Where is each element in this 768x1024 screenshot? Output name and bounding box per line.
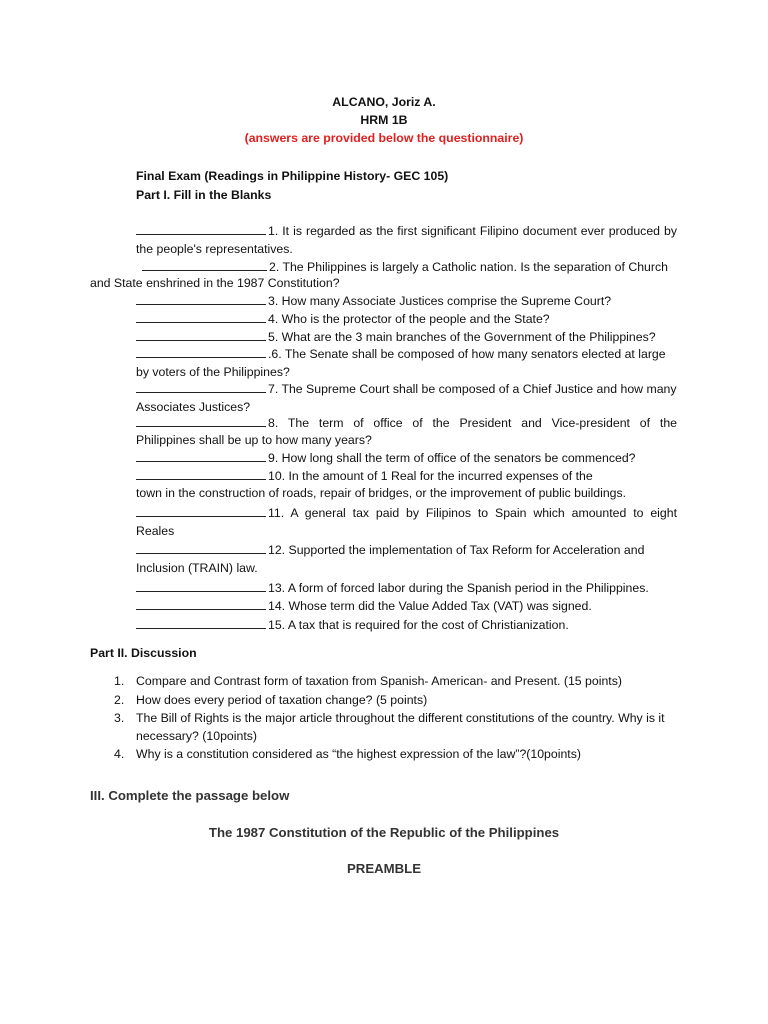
discussion-item: 1. Compare and Contrast form of taxation from Spanish- American- and Present. (15 points) — [114, 674, 622, 688]
question-2: 2. The Philippines is largely a Catholic nation. Is the separation of Church — [136, 258, 677, 277]
answer-blank[interactable] — [136, 541, 266, 554]
constitution-title: The 1987 Constitution of the Republic of the Philippines — [208, 825, 560, 840]
answer-blank[interactable] — [136, 579, 266, 592]
answer-blank[interactable] — [136, 597, 266, 610]
question-5: 5. What are the 3 main branches of the Government of the Philippines? — [136, 328, 677, 347]
question-4: 4. Who is the protector of the people and the State? — [136, 310, 677, 329]
answer-blank[interactable] — [136, 328, 266, 341]
question-9: 9. How long shall the term of office of the senators be commenced? — [136, 449, 677, 468]
part1-title: Part I. Fill in the Blanks — [136, 188, 272, 202]
question-10-cont: town in the construction of roads, repair of bridges, or the improvement of public buildings. — [136, 486, 627, 500]
question-7-cont: Associates Justices? — [136, 399, 251, 414]
answer-blank[interactable] — [136, 414, 266, 427]
question-3: 3. How many Associate Justices comprise the Supreme Court? — [136, 292, 677, 311]
question-8: 8. The term of office of the President and Vice-president of the — [136, 414, 677, 433]
question-7: 7. The Supreme Court shall be composed of a Chief Justice and how many Associates Justices? — [136, 380, 677, 416]
answer-blank[interactable] — [136, 222, 266, 235]
question-11-cont: Reales — [136, 524, 175, 538]
discussion-item: 3. The Bill of Rights is the major article throughout the different constitutions of the country. Why is it necessary? (10points) — [114, 711, 665, 743]
question-12-cont: Inclusion (TRAIN) law. — [136, 561, 258, 575]
question-15: 15. A tax that is required for the cost of Christianization. — [136, 616, 677, 635]
student-name: ALCANO, Joriz A. — [332, 95, 436, 109]
discussion-list — [90, 673, 680, 764]
question-13: 13. A form of forced labor during the Spanish period in the Philippines. — [136, 579, 677, 598]
question-11: 11. A general tax paid by Filipinos to Spain which amounted to eight — [136, 504, 677, 523]
answers-note: (answers are provided below the questionnaire) — [244, 131, 524, 145]
answer-blank[interactable] — [136, 380, 266, 393]
question-12: 12. Supported the implementation of Tax Reform for Acceleration and — [136, 541, 677, 560]
discussion-item: 4. Why is a constitution considered as “the highest expression of the law”?(10points) — [114, 747, 581, 761]
answer-blank[interactable] — [136, 504, 266, 517]
preamble-heading: PREAMBLE — [347, 861, 421, 876]
answer-blank[interactable] — [136, 616, 266, 629]
discussion-item: 2. How does every period of taxation change? (5 points) — [114, 692, 428, 707]
question-14: 14. Whose term did the Value Added Tax (VAT) was signed. — [136, 597, 677, 616]
exam-title: Final Exam (Readings in Philippine History- GEC 105) — [136, 169, 449, 183]
question-1: 1. It is regarded as the first significant Filipino document ever produced by the people's representatives. — [136, 224, 677, 256]
answer-blank[interactable] — [142, 258, 267, 271]
question-8-cont: Philippines shall be up to how many years? — [136, 433, 372, 447]
answer-blank[interactable] — [136, 449, 266, 462]
answer-blank[interactable] — [136, 310, 266, 323]
question-2-cont: and State enshrined in the 1987 Constitution? — [90, 276, 340, 290]
answer-blank[interactable] — [136, 467, 266, 480]
part2-title: Part II. Discussion — [90, 646, 197, 660]
part3-title: III. Complete the passage below — [90, 788, 290, 803]
question-6: .6. The Senate shall be composed of how many senators elected at large by voters of the Philippines? — [136, 345, 677, 381]
answer-blank[interactable] — [136, 345, 266, 358]
question-6-cont: by voters of the Philippines? — [136, 364, 290, 379]
question-10: 10. In the amount of 1 Real for the incurred expenses of the — [136, 467, 677, 486]
answer-blank[interactable] — [136, 292, 266, 305]
student-section: HRM 1B — [360, 113, 408, 127]
